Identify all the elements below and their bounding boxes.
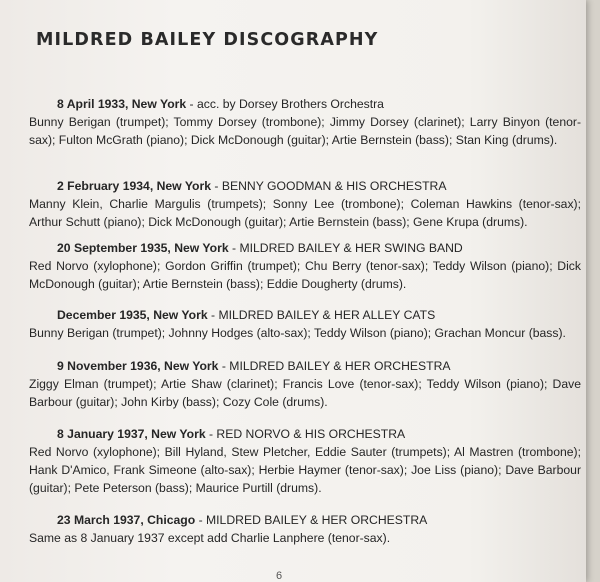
session-header (29, 425, 581, 443)
session-date-place: 8 January 1937, New York (57, 427, 206, 441)
session-date-place: 23 March 1937, Chicago (57, 513, 196, 527)
session-personnel: Bunny Berigan (trumpet); Tommy Dorsey (trombone); Jimmy Dorsey (clarinet); Larry Binyon (tenor-sax); Fulton McGrath (piano); Dick McDonough (guitar); Artie Bernstein (bass); Stan King (drums). (29, 115, 581, 147)
session-band: - BENNY GOODMAN & HIS ORCHESTRA (211, 179, 447, 193)
session-header (29, 357, 581, 375)
session-2 (29, 177, 581, 231)
session-personnel: Ziggy Elman (trumpet); Artie Shaw (clarinet); Francis Love (tenor-sax); Teddy Wilson (piano); Dave Barbour (guitar); John Kirby (bass); Cozy Cole (drums). (29, 377, 581, 409)
session-1 (29, 95, 581, 149)
session-header (29, 306, 581, 324)
session-header (29, 511, 581, 529)
session-header (29, 95, 581, 113)
session-personnel: Bunny Berigan (trumpet); Johnny Hodges (alto-sax); Teddy Wilson (piano); Grachan Moncur (bass). (29, 326, 566, 340)
session-personnel: Same as 8 January 1937 except add Charlie Lanphere (tenor-sax). (29, 531, 391, 545)
session-3 (29, 239, 581, 293)
session-5 (29, 357, 581, 411)
session-7 (29, 511, 581, 547)
session-personnel: Red Norvo (xylophone); Bill Hyland, Stew Pletcher, Eddie Sauter (trumpets); Al Mastren (trombone); Hank D'Amico, Frank Simeone (alto-sax); Herbie Haymer (tenor-sax); Joe Liss (piano); Dave Barbour (guitar); Pete Peterson (bass); Maurice Purtill (drums). (29, 445, 581, 495)
session-personnel: Manny Klein, Charlie Margulis (trumpets); Sonny Lee (trombone); Coleman Hawkins (tenor-sax); Arthur Schutt (piano); Dick McDonough (guitar); Artie Bernstein (bass); Gene Krupa (drums). (29, 197, 581, 229)
session-band: - MILDRED BAILEY & HER SWING BAND (228, 241, 463, 255)
session-4 (29, 306, 581, 342)
session-header (29, 239, 581, 257)
session-header (29, 177, 581, 195)
session-band: - RED NORVO & HIS ORCHESTRA (205, 427, 406, 441)
session-date-place: 8 April 1933, New York (57, 97, 187, 111)
session-6 (29, 425, 581, 497)
session-date-place: 9 November 1936, New York (57, 359, 219, 373)
session-date-place: 20 September 1935, New York (57, 241, 229, 255)
session-band: - acc. by Dorsey Brothers Orchestra (186, 97, 384, 111)
session-date-place: December 1935, New York (57, 308, 208, 322)
session-band: - MILDRED BAILEY & HER ALLEY CATS (207, 308, 436, 322)
page-title: MILDRED BAILEY DISCOGRAPHY (36, 30, 379, 50)
session-date-place: 2 February 1934, New York (57, 179, 212, 193)
session-band: - MILDRED BAILEY & HER ORCHESTRA (218, 359, 451, 373)
page-number: 6 (276, 570, 283, 582)
session-personnel: Red Norvo (xylophone); Gordon Griffin (trumpet); Chu Berry (tenor-sax); Teddy Wilson (piano); Dick McDonough (guitar); Artie Bernstein (bass); Eddie Dougherty (drums). (29, 259, 581, 291)
session-band: - MILDRED BAILEY & HER ORCHESTRA (195, 513, 428, 527)
